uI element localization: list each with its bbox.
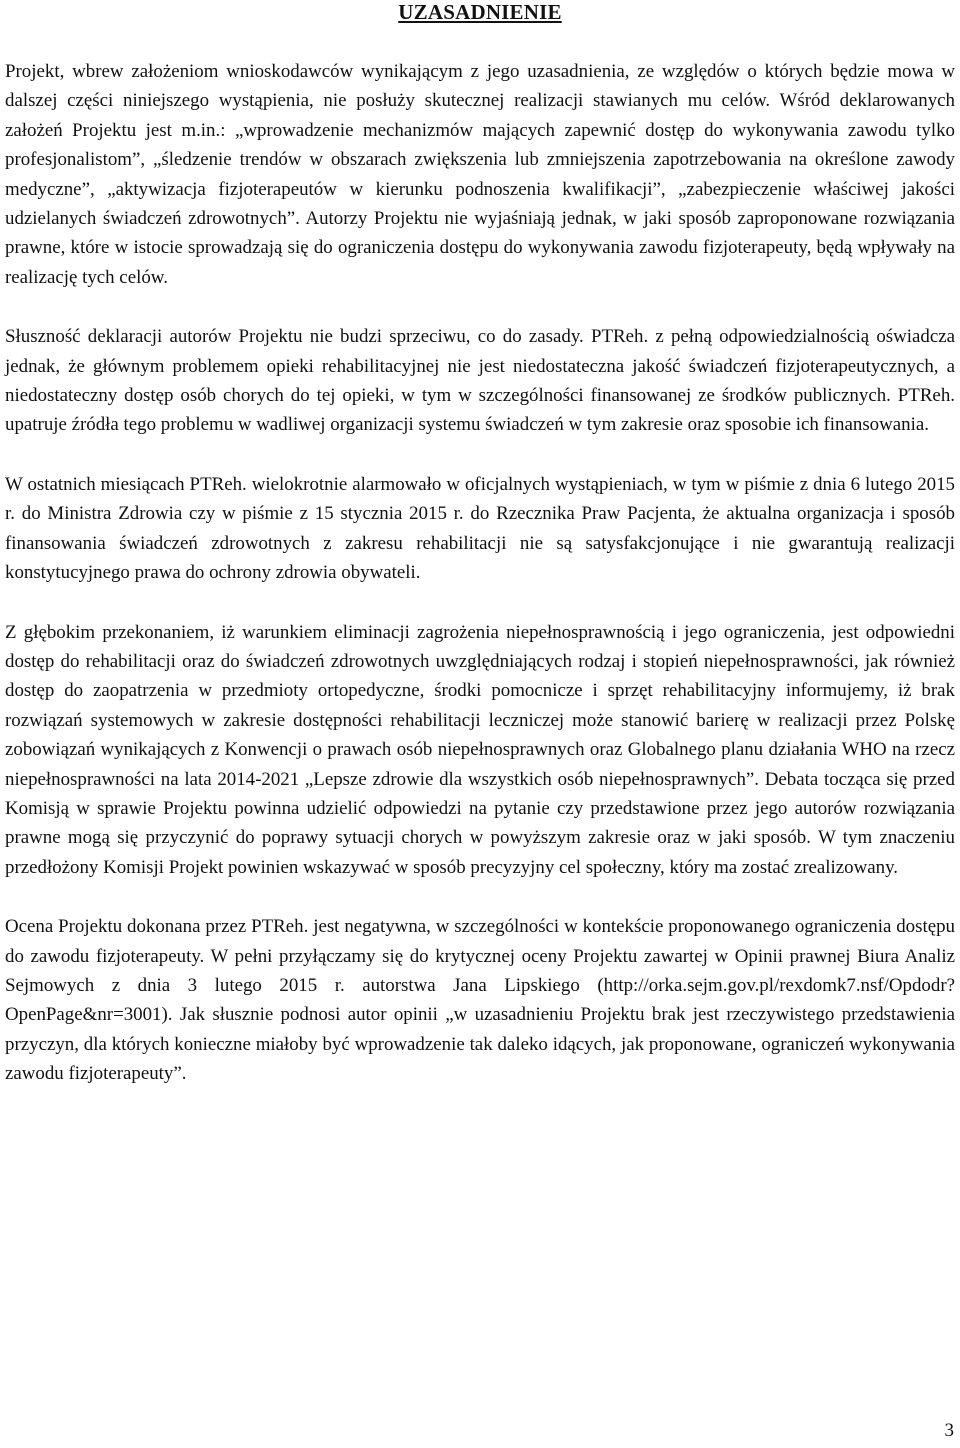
paragraph-2: Słuszność deklaracji autorów Projektu nie budzi sprzeciwu, co do zasady. PTReh. z pełną odpowiedzialnością oświadcza jednak, że głównym problemem opieki rehabilitacyjnej nie jest niedostateczna jakość świadczeń fizjoterapeutycznych, a niedostateczny dostęp osób chorych do tej opieki, w tym w szczególności finansowanej ze środków publicznych. PTReh. upatruje źródła tego problemu w wadliwej organizacji systemu świadczeń w tym zakresie oraz sposobie ich finansowania. [5,326,955,436]
document-heading: UZASADNIENIE [398,0,562,24]
paragraph-4: Z głębokim przekonaniem, iż warunkiem eliminacji zagrożenia niepełnosprawnością i jego ograniczenia, jest odpowiedni dostęp do rehabilitacji oraz do świadczeń zdrowotnych uwzględniających rodzaj i stopień niepełnosprawności, jak również dostęp do zaopatrzenia w przedmioty ortopedyczne, środki pomocnicze i sprzęt rehabilitacyjny informujemy, iż brak rozwiązań systemowych w zakresie dostępności rehabilitacji leczniczej może stanowić barierę w realizacji przez Polskę zobowiązań wynikających z Konwencji o prawach osób niepełnosprawnych oraz Globalnego planu działania WHO na rzecz niepełnosprawności na lata 2014-2021 „Lepsze zdrowie dla wszystkich osób niepełnosprawnych”. Debata tocząca się przed Komisją w sprawie Projektu powinna udzielić odpowiedzi na pytanie czy przedstawione przez jego autorów rozwiązania prawne mogą się przyczynić do poprawy sytuacji chorych w powyższym zakresie oraz w jaki sposób. W tym znaczeniu przedłożony Komisji Projekt powinien wskazywać w sposób precyzyjny cel społeczny, który ma zostać zrealizowany. [5,621,955,878]
page-number: 3 [944,1420,954,1441]
document-body [5,57,955,1119]
paragraph-5: Ocena Projektu dokonana przez PTReh. jest negatywna, w szczególności w kontekście proponowanego ograniczenia dostępu do zawodu fizjoterapeuty. W pełni przyłączamy się do krytycznej oceny Projektu zawartej w Opinii prawnej Biura Analiz Sejmowych z dnia 3 lutego 2015 r. autorstwa Jana Lipskiego (http://orka.sejm.gov.pl/rexdomk7.nsf/Opdodr?OpenPage&nr=3001). Jak słusznie podnosi autor opinii „w uzasadnieniu Projektu brak jest rzeczywistego przedstawienia przyczyn, dla których konieczne miałoby być wprowadzenie tak daleko idących, jak proponowane, ograniczeń wykonywania zawodu fizjoterapeuty”. [5,916,955,1085]
paragraph-1: Projekt, wbrew założeniom wnioskodawców wynikającym z jego uzasadnienia, ze względów o których będzie mowa w dalszej części niniejszego wystąpienia, nie posłuży skutecznej realizacji stawianych mu celów. Wśród deklarowanych założeń Projektu jest m.in.: „wprowadzenie mechanizmów mających zapewnić dostęp do wykonywania zawodu tylko profesjonalistom”, „śledzenie trendów w obszarach zwiększenia lub zmniejszenia zapotrzebowania na określone zawody medyczne”, „aktywizacja fizjoterapeutów w kierunku podnoszenia kwalifikacji”, „zabezpieczenie właściwej jakości udzielanych świadczeń zdrowotnych”. Autorzy Projektu nie wyjaśniają jednak, w jaki sposób zaproponowane rozwiązania prawne, które w istocie sprowadzają się do ograniczenia dostępu do wykonywania zawodu fizjoterapeuty, będą wpływały na realizację tych celów. [5,61,955,288]
paragraph-3: W ostatnich miesiącach PTReh. wielokrotnie alarmowało w oficjalnych wystąpieniach, w tym w piśmie z dnia 6 lutego 2015 r. do Ministra Zdrowia czy w piśmie z 15 stycznia 2015 r. do Rzecznika Praw Pacjenta, że aktualna organizacja i sposób finansowania świadczeń zdrowotnych z zakresu rehabilitacji nie są satysfakcjonujące i nie gwarantują realizacji konstytucyjnego prawa do ochrony zdrowia obywateli. [5,473,955,584]
